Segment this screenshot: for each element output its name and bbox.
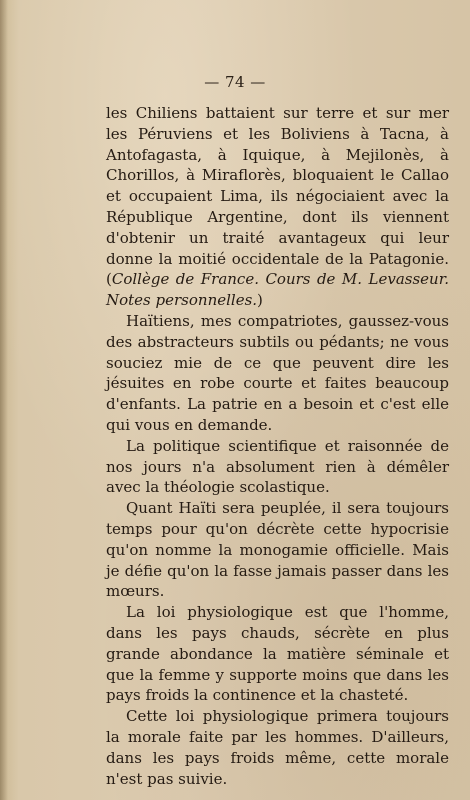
page-body-text — [106, 103, 449, 789]
page-number: — 74 — — [204, 73, 266, 91]
paragraph-haitiens: Haïtiens, mes compatriotes, gaussez-vous des abstracteurs subtils ou pédants; ne vous souciez mie de ce que peuvent dire les jésuites en robe courte et faites beaucoup d'enfants. La patrie en a besoin et c'est elle qui vous en demande. — [106, 311, 449, 434]
citation-text: Collège de France. Cours de M. Levasseur. Notes personnelles. — [106, 270, 449, 310]
paragraph-text: les Chiliens battaient sur terre et sur mer les Péruviens et les Boliviens à Tacna, à Antofagasta, à Iquique, à Mejilonès, à Chorillos, à Miraflorès, bloquaient le Callao et occupaient Lima, ils négociaient avec la République Argentine, dont ils viennent d'obtenir un traité avantageux qui leur donne la moitié occidentale de la Patagonie. ( — [106, 104, 449, 289]
paragraph-morale: Cette loi physiologique primera toujours la morale faite par les hommes. D'ailleurs, dans les pays froids même, cette morale n'est pas suivie. — [106, 707, 449, 788]
paragraph-monogamie: Quant Haïti sera peuplée, il sera toujours temps pour qu'on décrète cette hypocrisie qu'on nomme la monogamie officielle. Mais je défie qu'on la fasse jamais passer dans les mœurs. — [106, 499, 449, 601]
citation-close: ) — [257, 291, 263, 310]
paragraph-politique: La politique scientifique et raisonnée de nos jours n'a absolument rien à démêler avec la théologie scolastique. — [106, 436, 449, 497]
paragraph-loi-physiologique: La loi physiologique est que l'homme, dans les pays chauds, sécrète en plus grande abondance la matière séminale et que la femme y supporte moins que dans les pays froids la continence et la chasteté. — [106, 603, 449, 705]
paragraph-continuation — [106, 103, 449, 311]
